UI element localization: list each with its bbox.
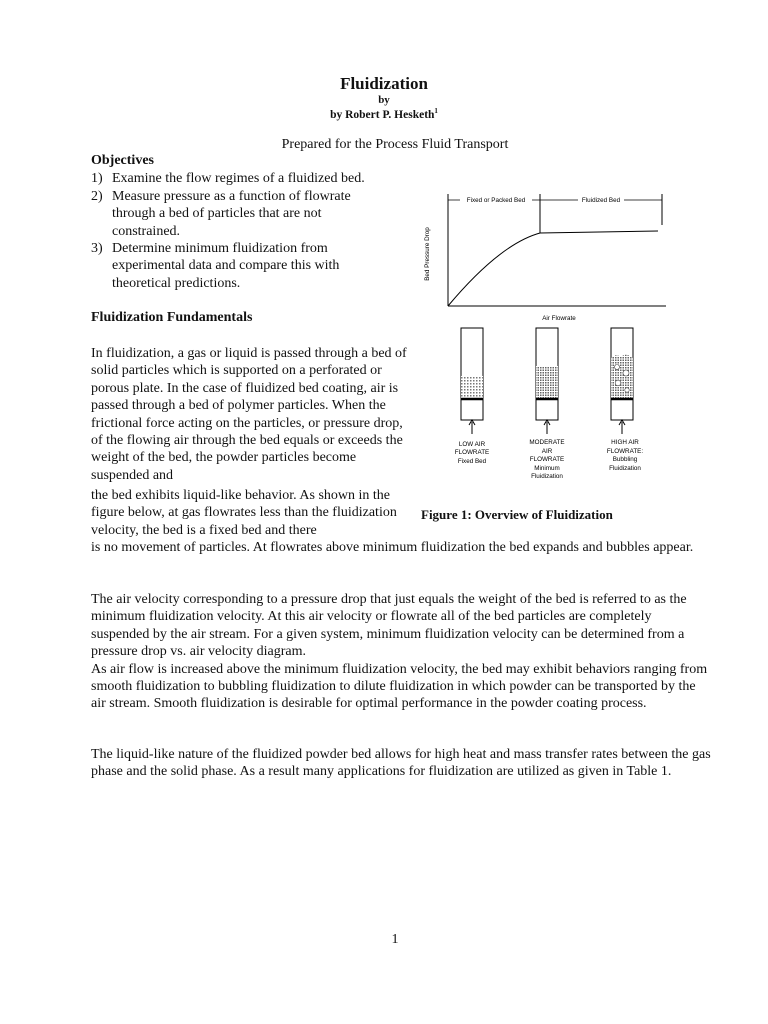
byline-by: by (378, 94, 390, 106)
fluidized-bed-label: Fluidized Bed (581, 197, 621, 204)
objective-item (91, 188, 391, 240)
bubble (623, 370, 629, 376)
figure-caption: Figure 1: Overview of Fluidization (421, 507, 613, 522)
fixed-bed-particles (461, 376, 483, 399)
col3-line1: HIGH AIR (611, 439, 639, 446)
col2-line1: MODERATE (529, 439, 565, 446)
y-axis-label: Bed Pressure Drop (424, 227, 431, 281)
paragraph-fluidization-intro-end: is no movement of particles. At flowrates above minimum fluidization the bed expands and bubbles appear. (91, 540, 694, 555)
page-title: Fluidization (340, 74, 428, 93)
bubble (615, 365, 620, 370)
author-footnote-mark: 1 (434, 107, 438, 115)
objective-text: Measure pressure as a function of flowrate through a bed of particles that are not constrained. (112, 189, 351, 239)
col3-line2: FLOWRATE: (606, 448, 644, 455)
column-min-fluidization (536, 328, 558, 434)
min-fluid-particles (536, 366, 558, 399)
x-axis-label: Air Flowrate (542, 315, 576, 322)
prepared-for: Prepared for the Process Fluid Transport (281, 137, 509, 152)
fluidization-figure (410, 182, 680, 482)
bubble (625, 388, 629, 392)
column-labels (455, 439, 644, 480)
page-number: 1 (391, 932, 399, 947)
objective-number: 2) (91, 189, 103, 204)
author-name: by Robert P. Hesketh (330, 108, 435, 121)
objective-number: 3) (91, 241, 103, 256)
col1-line1: LOW AIR (458, 441, 486, 448)
col1-line3: Fixed Bed (457, 458, 487, 465)
col2-line5: Fluidization (531, 473, 563, 480)
author-line (0, 107, 768, 121)
pressure-drop-curve (448, 231, 658, 306)
objective-text: Determine minimum fluidization from experimental data and compare this with theoretical predictions. (112, 241, 340, 291)
paragraph-applications: The liquid-like nature of the fluidized powder bed allows for high heat and mass transfer rates between the gas phase and the solid phase. As a result many applications for fluidization are utilized as given in Table 1. (91, 747, 711, 780)
paragraph-fluidization-intro: In fluidization, a gas or liquid is passed through a bed of solid particles which is supported on a perforated or porous plate. In the case of fluidized bed coating, air is passed through a bed of polymer particles. When the frictional force acting on the particles, or pressure drop, of the flowing air through the bed equals or exceeds the weight of the bed, the powder particles become suspended and (91, 346, 407, 483)
section-heading: Fluidization Fundamentals (91, 310, 253, 325)
column-bubbling (611, 328, 633, 434)
objective-number: 1) (91, 171, 103, 186)
paragraph-min-fluidization: The air velocity corresponding to a pressure drop that just equals the weight of the bed is referred to as the minimum fluidization velocity. At this air velocity or flowrate all of the bed particles are completely suspended by the air stream. For a given system, minimum fluidization velocity can be determined from a pressure drop vs. air velocity diagram. As air flow is increased above the minimum fluidization velocity, the bed may exhibit behaviors ranging from smooth fluidization to bubbling fluidization to dilute fluidization in which powder can be transported by the air stream. Smooth fluidization is desirable for optimal performance in the powder coating process. (91, 592, 708, 712)
bubbling-bed-particles (611, 355, 633, 399)
objective-item (91, 240, 381, 292)
objective-text: Examine the flow regimes of a fluidized bed. (112, 171, 365, 186)
col1-line2: FLOWRATE (454, 449, 490, 456)
col3-line4: Fluidization (609, 465, 641, 472)
col2-line2: AIR (541, 448, 553, 455)
col3-line3: Bubbling (612, 456, 638, 463)
col2-line4: Minimum (534, 465, 560, 472)
column-fixed-bed (461, 328, 483, 434)
col2-line3: FLOWRATE (529, 456, 565, 463)
objectives-heading: Objectives (91, 153, 154, 168)
paragraph-fluidization-intro-cont: the bed exhibits liquid-like behavior. As shown in the figure below, at gas flowrates less than the fluidization velocity, the bed is a fixed bed and there (91, 488, 397, 538)
fixed-bed-label: Fixed or Packed Bed (466, 197, 526, 204)
bubble (615, 380, 621, 386)
objective-item (91, 170, 401, 187)
